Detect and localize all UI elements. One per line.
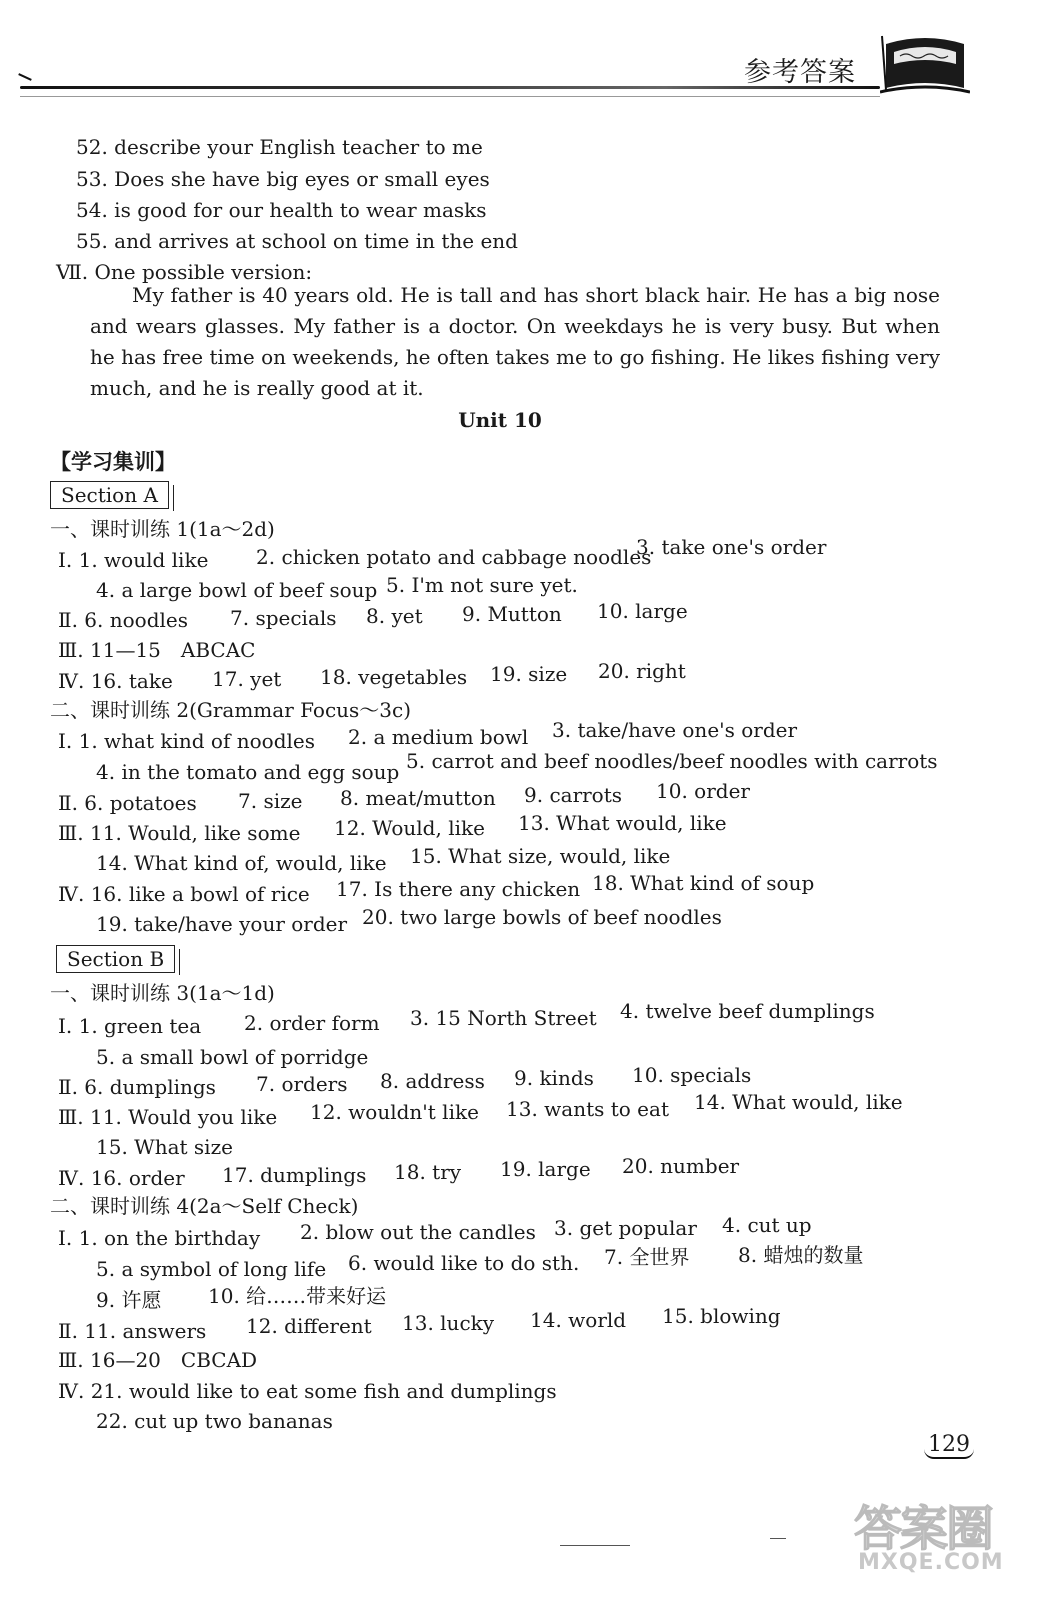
answer-item: 12. Would, like: [334, 816, 485, 840]
answer-item: 7. specials: [230, 606, 337, 630]
answer-item: 15. What size, would, like: [410, 844, 671, 868]
footer-rule: [560, 1545, 630, 1546]
lesson-heading: 二、课时训练 4(2a～Self Check): [50, 1194, 359, 1218]
answer-item: 13. wants to eat: [506, 1097, 669, 1121]
answer-item: 9. kinds: [514, 1066, 594, 1090]
answer-item: Ⅱ. 6. noodles: [58, 608, 189, 632]
answer-item: 12. different: [246, 1314, 372, 1338]
answer-row: [76, 197, 487, 223]
answer-item: Ⅰ. 1. green tea: [58, 1014, 202, 1038]
study-label: 【学习集训】: [50, 449, 176, 474]
answer-item: 8. 蜡烛的数量: [738, 1243, 864, 1267]
answer-item: 13. lucky: [402, 1311, 495, 1335]
answer-item: Ⅳ. 21. would like to eat some fish and dumplings: [58, 1379, 557, 1403]
answer-item: 2. blow out the candles: [300, 1220, 536, 1244]
answer-item: 2. chicken potato and cabbage noodles: [256, 545, 652, 569]
answer-number: 55.: [76, 229, 108, 253]
answer-item: 19. large: [500, 1157, 591, 1181]
answer-item: 14. What would, like: [694, 1090, 903, 1114]
answer-item: 3. 15 North Street: [410, 1006, 597, 1030]
answer-item: 10. 给……带来好运: [208, 1284, 387, 1308]
section-a-label: Section A: [50, 481, 169, 509]
answer-item: 2. order form: [244, 1011, 380, 1035]
answer-item: 3. take/have one's order: [552, 718, 798, 742]
answer-row: [76, 228, 518, 254]
writing-label: Ⅶ. One possible version:: [56, 260, 313, 284]
answer-item: Ⅰ. 1. what kind of noodles: [58, 729, 315, 753]
answer-item: 10. large: [597, 599, 688, 623]
answer-item: 15. blowing: [662, 1304, 781, 1328]
answer-item: 8. address: [380, 1069, 485, 1093]
answer-number: 52.: [76, 135, 108, 159]
answer-item: Ⅲ. 11—15 ABCAC: [58, 638, 256, 662]
header-title: 参考答案: [744, 57, 856, 88]
answer-item: 13. What would, like: [518, 811, 727, 835]
answer-item: 4. twelve beef dumplings: [620, 999, 875, 1023]
answer-item: 4. in the tomato and egg soup: [96, 760, 400, 784]
answer-number: 53.: [76, 167, 108, 191]
answer-item: 17. yet: [212, 667, 282, 691]
answer-item: 20. right: [598, 659, 686, 683]
answer-text: describe your English teacher to me: [114, 135, 483, 159]
lesson-heading: 一、课时训练 3(1a～1d): [50, 981, 275, 1005]
answer-item: Ⅰ. 1. would like: [58, 548, 209, 572]
answer-item: 8. yet: [366, 604, 423, 628]
answer-row: [76, 166, 490, 192]
answer-item: 9. 许愿: [96, 1288, 162, 1312]
answer-item: Ⅲ. 16—20 CBCAD: [58, 1348, 258, 1372]
answer-item: 14. What kind of, would, like: [96, 851, 387, 875]
answer-item: 7. 全世界: [604, 1245, 690, 1269]
answer-item: 17. dumplings: [222, 1163, 367, 1187]
answer-item: 19. take/have your order: [96, 912, 348, 936]
lesson-heading: 一、课时训练 1(1a～2d): [50, 517, 275, 541]
answer-item: 18. vegetables: [320, 665, 468, 689]
answer-item: 2. a medium bowl: [348, 725, 529, 749]
answer-item: 20. two large bowls of beef noodles: [362, 905, 722, 929]
answer-item: Ⅳ. 16. like a bowl of rice: [58, 882, 310, 906]
answer-item: Ⅲ. 11. Would, like some: [58, 821, 301, 845]
answer-item: 5. carrot and beef noodles/beef noodles with carrots: [406, 749, 938, 773]
lesson-heading: 二、课时训练 2(Grammar Focus～3c): [50, 698, 412, 722]
answer-item: Ⅱ. 6. dumplings: [58, 1075, 216, 1099]
answer-item: 18. What kind of soup: [592, 871, 815, 895]
answer-row: [76, 134, 483, 160]
answer-item: Ⅰ. 1. on the birthday: [58, 1226, 261, 1250]
answer-item: 5. a small bowl of porridge: [96, 1045, 369, 1069]
page-number: 129: [924, 1432, 974, 1459]
answer-text: and arrives at school on time in the end: [114, 229, 518, 253]
answer-item: 7. orders: [256, 1072, 348, 1096]
answer-item: 18. try: [394, 1160, 462, 1184]
answer-item: 3. get popular: [554, 1216, 697, 1240]
footer-dash: [770, 1538, 786, 1539]
answer-item: 4. a large bowl of beef soup: [96, 578, 378, 602]
answer-item: Ⅱ. 11. answers: [58, 1319, 207, 1343]
watermark-text: 答案圈: [854, 1501, 993, 1557]
unit-title: Unit 10: [458, 408, 542, 432]
watermark-url: MXQE.COM: [858, 1550, 1004, 1575]
answer-item: Ⅲ. 11. Would you like: [58, 1105, 278, 1129]
answer-item: 17. Is there any chicken: [336, 877, 581, 901]
answer-item: 9. Mutton: [462, 602, 562, 626]
answer-item: 12. wouldn't like: [310, 1100, 479, 1124]
answer-item: 10. specials: [632, 1063, 752, 1087]
answer-item: 9. carrots: [524, 783, 623, 807]
answer-item: 10. order: [656, 779, 750, 803]
answer-item: Ⅳ. 16. order: [58, 1166, 185, 1190]
answer-item: 3. take one's order: [636, 535, 827, 559]
answer-item: 22. cut up two bananas: [96, 1409, 333, 1433]
watermark-logo: [850, 1490, 1030, 1590]
answer-text: is good for our health to wear masks: [114, 198, 487, 222]
answer-item: Ⅳ. 16. take: [58, 669, 173, 693]
answer-item: 7. size: [238, 789, 303, 813]
writing-text: My father is 40 years old. He is tall and has short black hair. He has a big nose and wears glasses. My father is a doctor. On weekdays he is very busy. But when he has free time on weekends, he often takes me to go fishing. He likes fishing very much, and he is really good at it.: [90, 283, 940, 400]
answer-item: 6. would like to do sth.: [348, 1251, 580, 1275]
section-b-label: Section B: [56, 945, 175, 973]
answer-number: 54.: [76, 198, 108, 222]
answer-item: 4. cut up: [722, 1213, 812, 1237]
answer-item: 5. a symbol of long life: [96, 1257, 327, 1281]
answer-item: 5. I'm not sure yet.: [386, 573, 578, 597]
answer-item: Ⅱ. 6. potatoes: [58, 791, 197, 815]
writing-paragraph: [90, 280, 940, 404]
answer-item: 14. world: [530, 1308, 627, 1332]
answer-item: 20. number: [622, 1154, 740, 1178]
answer-item: 8. meat/mutton: [340, 786, 496, 810]
answer-item: 15. What size: [96, 1135, 233, 1159]
answer-text: Does she have big eyes or small eyes: [114, 167, 490, 191]
answer-item: 19. size: [490, 662, 568, 686]
